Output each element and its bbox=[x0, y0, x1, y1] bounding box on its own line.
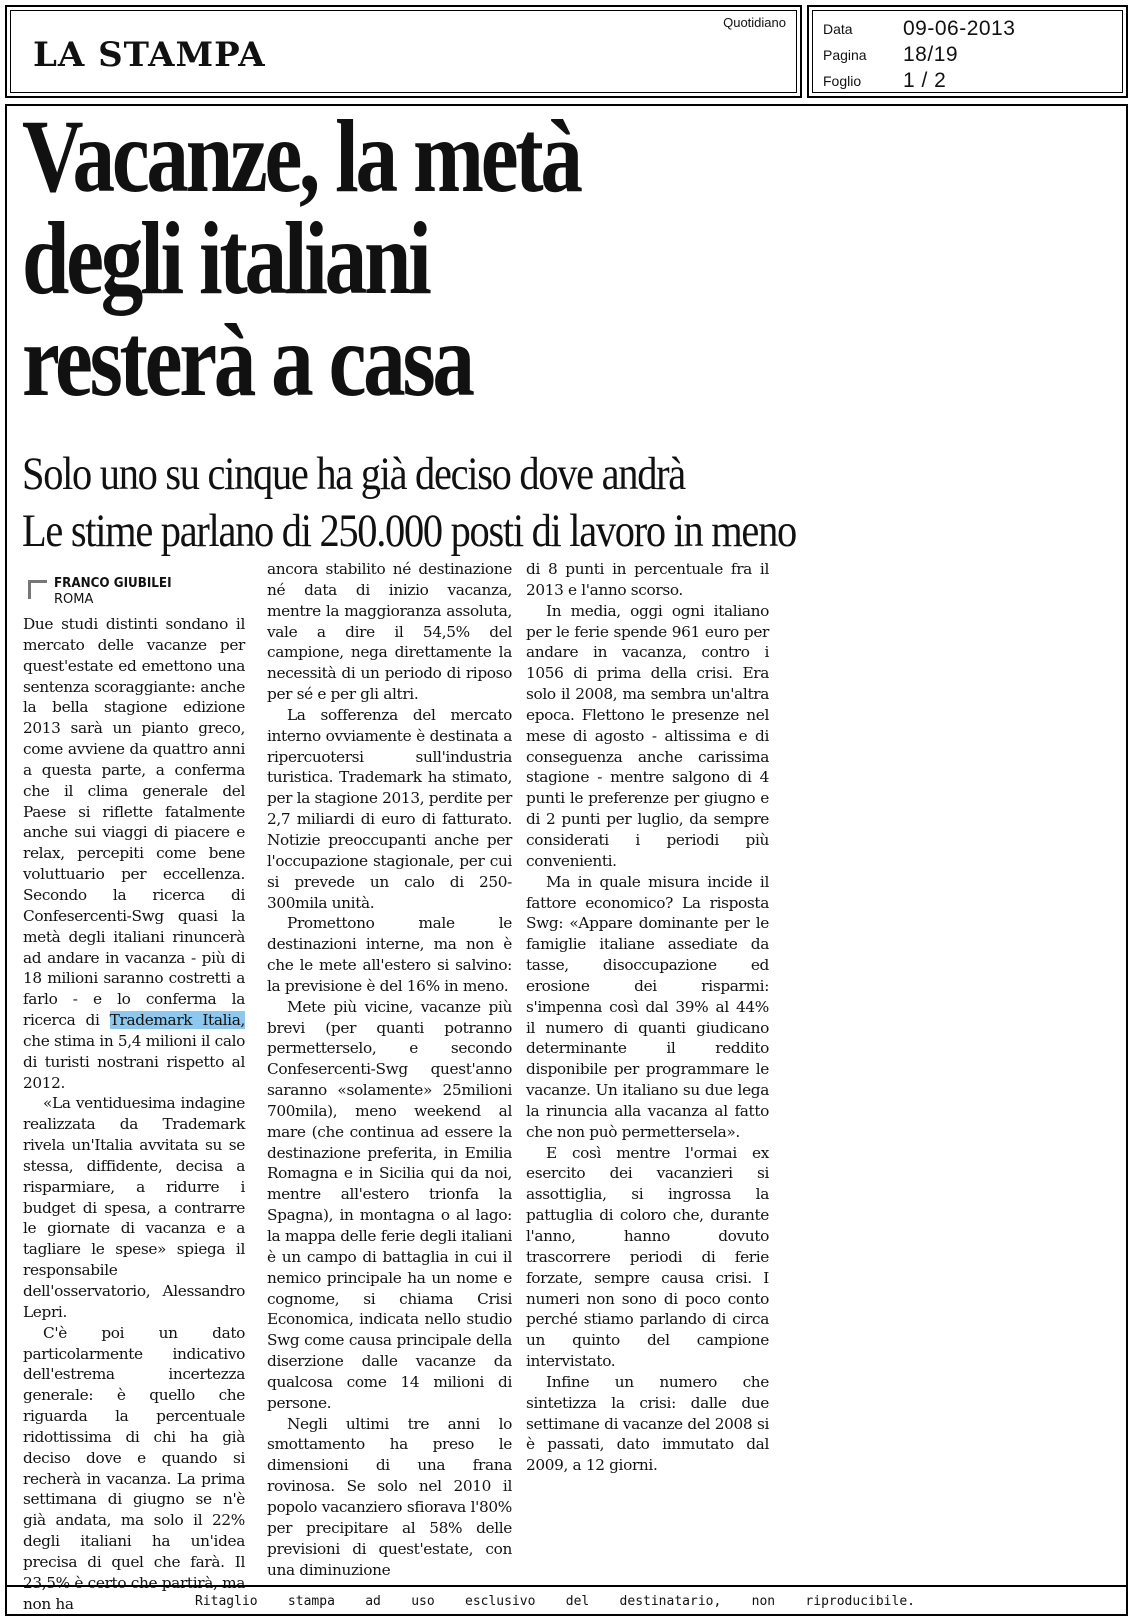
foglio-value: 1 / 2 bbox=[903, 69, 947, 92]
paragraph: E così mentre l'ormai ex esercito dei vacanzieri si assottiglia, si ingrossa la pattuglia di coloro che, durante l'anno, hanno dovuto trascorrere periodi di ferie forzate, sempre causa crisi. I numeri non sono di poco conto perché stiamo parlando di circa un quinto del campione intervistato. bbox=[526, 1143, 769, 1371]
dateline-city: ROMA bbox=[54, 592, 94, 607]
paragraph bbox=[23, 614, 245, 1093]
paragraph: «La ventiduesima indagine realizzata da Trademark rivela un'Italia avvitata su se stessa, diffidente, decisa a risparmiare, a ridurre i budget di spesa, a contrarre le giornate di vacanza e a tagliare le spese» spiega il responsabile dell'osservatorio, Alessandro Lepri. bbox=[23, 1094, 245, 1321]
data-value: 09-06-2013 bbox=[903, 17, 1016, 40]
article-column-2 bbox=[267, 559, 512, 1580]
paragraph: Mete più vicine, vacanze più brevi (per quanti potranno permetterselo, e secondo Confesercenti-Swg quest'anno saranno «solamente» 25milioni 700mila), meno weekend al mare (che continua ad essere la destinazione preferita, in Emilia Romagna e in Sicilia qui da noi, mentre all'estero trionfa la Spagna), in montagna o al lago: la mappa delle ferie degli italiani è un campo di battaglia in cui il nemico principale ha un nome e cognome, si chiama Crisi Economica, indicata nello studio Swg come causa principale della diserzione dalle vacanze da qualcosa come 14 milioni di persone. bbox=[267, 997, 512, 1412]
paragraph: Ma in quale misura incide il fattore economico? La risposta Swg: «Appare dominante per le famiglie italiane assediate da tasse, disoccupazione ed erosione dei risparmi: s'impenna così dal 39% al 44% il numero di quanti giudicano determinante il reddito disponibile per programmare le vacanze. Un italiano su due lega la rinuncia alla vacanza al fatto che non può permettersela». bbox=[526, 872, 769, 1141]
highlighted-text: Trademark Italia, bbox=[109, 1011, 245, 1030]
paragraph: La sofferenza del mercato interno ovviamente è destinata a ripercuotersi sull'industria turistica. Trademark ha stimato, per la stagione 2013, perdite per 2,7 miliardi di euro di fatturato. Notizie preoccupanti anche per l'occupazione stagionale, per cui si prevede un calo di 250-300mila unità. bbox=[267, 705, 512, 912]
pagina-value: 18/19 bbox=[903, 43, 959, 66]
publication-type: Quotidiano bbox=[723, 15, 786, 30]
headline-line: degli italiani bbox=[22, 201, 429, 316]
subheadline-line: Solo uno su cinque ha già deciso dove andrà bbox=[22, 448, 685, 500]
headline-line: Vacanze, la metà bbox=[22, 99, 580, 214]
masthead-title: LA STAMPA bbox=[33, 35, 266, 75]
pagina-label: Pagina bbox=[823, 47, 867, 63]
info-box bbox=[807, 5, 1128, 98]
headline-line: resterà a casa bbox=[22, 303, 472, 418]
foglio-label: Foglio bbox=[823, 73, 862, 89]
paragraph: Infine un numero che sintetizza la crisi: dalle due settimane di vacanze del 2008 si è passati, dato immutato dal 2009, a 12 giorni. bbox=[526, 1372, 769, 1475]
subheadline bbox=[22, 446, 968, 560]
paragraph: C'è poi un dato particolarmente indicativo dell'estrema incertezza generale: è quello che riguarda la percentuale ridottissima di chi ha già deciso dove e quando si recherà in vacanza. La prima settimana di giugno se n'è già andata, ma solo il 22% degli italiani ha un'idea precisa di quel che farà. Il 23,5% è certo che partirà, ma non ha bbox=[23, 1323, 245, 1613]
author-name: FRANCO GIUBILEI bbox=[54, 576, 172, 591]
paragraph: Negli ultimi tre anni lo smottamento ha preso le dimensioni di una frana rovinosa. Se solo nel 2010 il popolo vacanziero sfiorava l'80% per precipitare al 58% delle previsioni di quest'estate, con una diminuzione bbox=[267, 1414, 512, 1579]
masthead-box bbox=[5, 5, 802, 98]
byline-corner-icon bbox=[28, 580, 47, 599]
paragraph: Promettono male le destinazioni interne, ma non è che le mete all'estero si salvino: la previsione è del 16% in meno. bbox=[267, 914, 512, 995]
paragraph: ancora stabilito né destinazione né data di inizio vacanza, mentre la maggioranza assoluta, vale a dire il 54,5% del campione, nega direttamente la necessità di un periodo di riposo per sé e per gli altri. bbox=[267, 560, 512, 704]
paragraph-text: Due studi distinti sondano il mercato delle vacanze per quest'estate ed emettono una sentenza scoraggiante: anche la bella stagione edizione 2013 sarà un pianto greco, come avviene da quattro anni a questa parte, a conferma che il clima generale del Paese si riflette fatalmente anche sui viaggi di piacere e relax, percepiti come bene voluttuario per eccellenza. Secondo la ricerca di Confesercenti-Swg quasi la metà degli italiani rinuncerà ad andare in vacanza - più di 18 milioni saranno costretti a farlo - e lo conferma la ricerca di bbox=[23, 615, 245, 1030]
footer-bar bbox=[5, 1585, 1128, 1616]
paragraph-text: che stima in 5,4 milioni il calo di turisti nostrani rispetto al 2012. bbox=[23, 1031, 245, 1092]
footer-disclaimer: Ritaglio stampa ad uso esclusivo del destinatario, non riproducibile. bbox=[195, 1594, 915, 1609]
headline bbox=[22, 99, 678, 418]
paragraph: In media, oggi ogni italiano per le ferie spende 961 euro per andare in vacanza, contro i 1056 di prima della crisi. Era solo il 2008, ma sembra un'altra epoca. Flettono le presenze nel mese di agosto - altissima e di conseguenza anche carissima stagione - mentre salgono di 4 punti le preferenze per giugno e di 2 punti per luglio, da sempre considerati i periodi più convenienti. bbox=[526, 601, 769, 870]
article-column-1 bbox=[23, 614, 245, 1615]
paragraph: di 8 punti in percentuale fra il 2013 e l'anno scorso. bbox=[526, 560, 769, 599]
data-label: Data bbox=[823, 21, 853, 37]
article-column-3 bbox=[526, 559, 769, 1476]
subheadline-line: Le stime parlano di 250.000 posti di lavoro in meno bbox=[22, 505, 796, 557]
